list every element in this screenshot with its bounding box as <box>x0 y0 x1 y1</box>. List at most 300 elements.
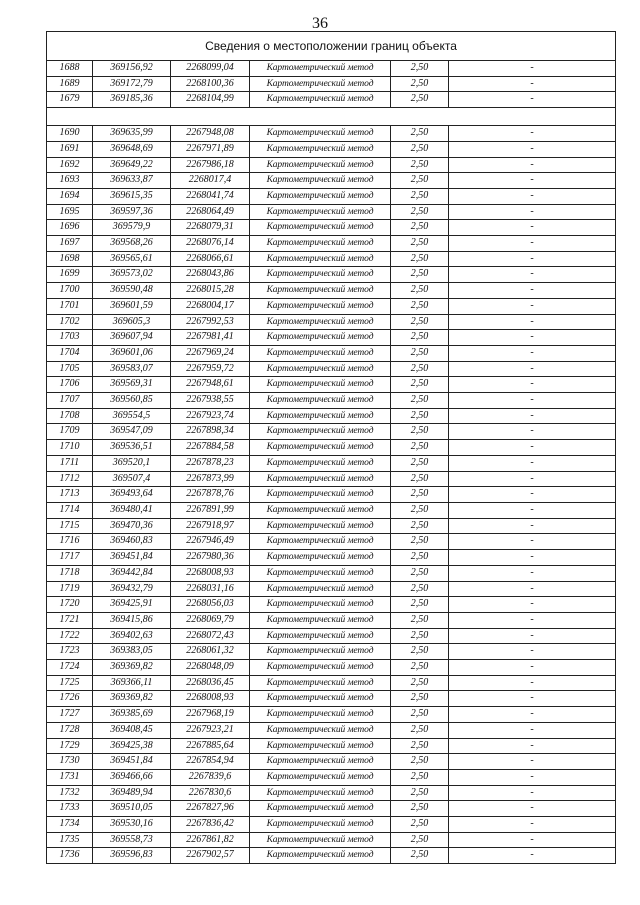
method-cell: Картометрический метод <box>250 157 391 173</box>
table-row <box>47 298 616 314</box>
accuracy-cell: 2,50 <box>391 612 449 628</box>
y-coordinate-cell: 2268043,86 <box>171 267 250 283</box>
x-coordinate-cell: 369635,99 <box>93 126 171 142</box>
accuracy-cell: 2,50 <box>391 487 449 503</box>
point-number-cell: 1703 <box>47 330 93 346</box>
table-row <box>47 612 616 628</box>
method-cell: Картометрический метод <box>250 597 391 613</box>
y-coordinate-cell: 2267938,55 <box>171 393 250 409</box>
y-coordinate-cell: 2268008,93 <box>171 565 250 581</box>
y-coordinate-cell: 2268079,31 <box>171 220 250 236</box>
table-row <box>47 817 616 833</box>
accuracy-cell: 2,50 <box>391 660 449 676</box>
accuracy-cell: 2,50 <box>391 76 449 92</box>
table-row <box>47 785 616 801</box>
point-number-cell: 1727 <box>47 707 93 723</box>
y-coordinate-cell: 2267923,74 <box>171 408 250 424</box>
table-row <box>47 832 616 848</box>
accuracy-cell: 2,50 <box>391 408 449 424</box>
accuracy-cell: 2,50 <box>391 330 449 346</box>
table-row <box>47 722 616 738</box>
y-coordinate-cell: 2267969,24 <box>171 345 250 361</box>
x-coordinate-cell: 369470,36 <box>93 518 171 534</box>
method-cell: Картометрический метод <box>250 832 391 848</box>
point-number-cell: 1697 <box>47 236 93 252</box>
table-row <box>47 487 616 503</box>
x-coordinate-cell: 369554,5 <box>93 408 171 424</box>
note-cell: - <box>449 141 616 157</box>
x-coordinate-cell: 369536,51 <box>93 440 171 456</box>
table-row <box>47 550 616 566</box>
point-number-cell: 1698 <box>47 251 93 267</box>
note-cell: - <box>449 644 616 660</box>
note-cell: - <box>449 581 616 597</box>
point-number-cell: 1693 <box>47 173 93 189</box>
accuracy-cell: 2,50 <box>391 801 449 817</box>
x-coordinate-cell: 369451,84 <box>93 754 171 770</box>
x-coordinate-cell: 369558,73 <box>93 832 171 848</box>
note-cell: - <box>449 769 616 785</box>
y-coordinate-cell: 2268056,03 <box>171 597 250 613</box>
x-coordinate-cell: 369156,92 <box>93 61 171 77</box>
method-cell: Картометрический метод <box>250 675 391 691</box>
table-row <box>47 769 616 785</box>
accuracy-cell: 2,50 <box>391 393 449 409</box>
method-cell: Картометрический метод <box>250 612 391 628</box>
note-cell: - <box>449 754 616 770</box>
table-row <box>47 61 616 77</box>
accuracy-cell: 2,50 <box>391 188 449 204</box>
method-cell: Картометрический метод <box>250 283 391 299</box>
table-row <box>47 393 616 409</box>
accuracy-cell: 2,50 <box>391 220 449 236</box>
accuracy-cell: 2,50 <box>391 675 449 691</box>
accuracy-cell: 2,50 <box>391 707 449 723</box>
page-number: 36 <box>312 15 328 32</box>
method-cell: Картометрический метод <box>250 817 391 833</box>
x-coordinate-cell: 369633,87 <box>93 173 171 189</box>
x-coordinate-cell: 369573,02 <box>93 267 171 283</box>
x-coordinate-cell: 369366,11 <box>93 675 171 691</box>
y-coordinate-cell: 2268048,09 <box>171 660 250 676</box>
method-cell: Картометрический метод <box>250 314 391 330</box>
point-number-cell: 1689 <box>47 76 93 92</box>
point-number-cell: 1679 <box>47 92 93 108</box>
y-coordinate-cell: 2268008,93 <box>171 691 250 707</box>
point-number-cell: 1708 <box>47 408 93 424</box>
method-cell: Картометрический метод <box>250 267 391 283</box>
accuracy-cell: 2,50 <box>391 204 449 220</box>
method-cell: Картометрический метод <box>250 848 391 864</box>
method-cell: Картометрический метод <box>250 408 391 424</box>
y-coordinate-cell: 2268064,49 <box>171 204 250 220</box>
x-coordinate-cell: 369442,84 <box>93 565 171 581</box>
point-number-cell: 1716 <box>47 534 93 550</box>
x-coordinate-cell: 369425,38 <box>93 738 171 754</box>
table-row <box>47 738 616 754</box>
accuracy-cell: 2,50 <box>391 267 449 283</box>
point-number-cell: 1707 <box>47 393 93 409</box>
x-coordinate-cell: 369601,59 <box>93 298 171 314</box>
table-row <box>47 455 616 471</box>
x-coordinate-cell: 369493,64 <box>93 487 171 503</box>
x-coordinate-cell: 369530,16 <box>93 817 171 833</box>
table-row <box>47 188 616 204</box>
accuracy-cell: 2,50 <box>391 817 449 833</box>
accuracy-cell: 2,50 <box>391 471 449 487</box>
x-coordinate-cell: 369568,26 <box>93 236 171 252</box>
x-coordinate-cell: 369649,22 <box>93 157 171 173</box>
x-coordinate-cell: 369565,61 <box>93 251 171 267</box>
table-row <box>47 204 616 220</box>
point-number-cell: 1731 <box>47 769 93 785</box>
y-coordinate-cell: 2268031,16 <box>171 581 250 597</box>
point-number-cell: 1735 <box>47 832 93 848</box>
accuracy-cell: 2,50 <box>391 283 449 299</box>
method-cell: Картометрический метод <box>250 92 391 108</box>
table-row <box>47 330 616 346</box>
point-number-cell: 1720 <box>47 597 93 613</box>
note-cell: - <box>449 76 616 92</box>
accuracy-cell: 2,50 <box>391 314 449 330</box>
y-coordinate-cell: 2267884,58 <box>171 440 250 456</box>
x-coordinate-cell: 369597,36 <box>93 204 171 220</box>
note-cell: - <box>449 848 616 864</box>
point-number-cell: 1688 <box>47 61 93 77</box>
point-number-cell: 1718 <box>47 565 93 581</box>
point-number-cell: 1719 <box>47 581 93 597</box>
note-cell: - <box>449 126 616 142</box>
y-coordinate-cell: 2267959,72 <box>171 361 250 377</box>
point-number-cell: 1705 <box>47 361 93 377</box>
accuracy-cell: 2,50 <box>391 126 449 142</box>
point-number-cell: 1722 <box>47 628 93 644</box>
accuracy-cell: 2,50 <box>391 832 449 848</box>
method-cell: Картометрический метод <box>250 126 391 142</box>
point-number-cell: 1709 <box>47 424 93 440</box>
point-number-cell: 1732 <box>47 785 93 801</box>
point-number-cell: 1728 <box>47 722 93 738</box>
group-separator-cell <box>47 108 616 126</box>
accuracy-cell: 2,50 <box>391 597 449 613</box>
table-row <box>47 126 616 142</box>
table-row <box>47 440 616 456</box>
table-row <box>47 408 616 424</box>
boundary-coordinates-table <box>46 31 616 864</box>
point-number-cell: 1730 <box>47 754 93 770</box>
accuracy-cell: 2,50 <box>391 157 449 173</box>
x-coordinate-cell: 369579,9 <box>93 220 171 236</box>
method-cell: Картометрический метод <box>250 76 391 92</box>
x-coordinate-cell: 369583,07 <box>93 361 171 377</box>
note-cell: - <box>449 440 616 456</box>
y-coordinate-cell: 2267923,21 <box>171 722 250 738</box>
accuracy-cell: 2,50 <box>391 550 449 566</box>
method-cell: Картометрический метод <box>250 565 391 581</box>
method-cell: Картометрический метод <box>250 204 391 220</box>
accuracy-cell: 2,50 <box>391 644 449 660</box>
point-number-cell: 1706 <box>47 377 93 393</box>
table-row <box>47 314 616 330</box>
y-coordinate-cell: 2267861,82 <box>171 832 250 848</box>
point-number-cell: 1701 <box>47 298 93 314</box>
accuracy-cell: 2,50 <box>391 173 449 189</box>
point-number-cell: 1714 <box>47 502 93 518</box>
note-cell: - <box>449 597 616 613</box>
point-number-cell: 1733 <box>47 801 93 817</box>
point-number-cell: 1729 <box>47 738 93 754</box>
point-number-cell: 1711 <box>47 455 93 471</box>
accuracy-cell: 2,50 <box>391 518 449 534</box>
note-cell: - <box>449 92 616 108</box>
method-cell: Картометрический метод <box>250 251 391 267</box>
table-row <box>47 424 616 440</box>
accuracy-cell: 2,50 <box>391 377 449 393</box>
point-number-cell: 1696 <box>47 220 93 236</box>
method-cell: Картометрический метод <box>250 628 391 644</box>
method-cell: Картометрический метод <box>250 440 391 456</box>
x-coordinate-cell: 369408,45 <box>93 722 171 738</box>
table-row <box>47 534 616 550</box>
x-coordinate-cell: 369601,06 <box>93 345 171 361</box>
accuracy-cell: 2,50 <box>391 440 449 456</box>
y-coordinate-cell: 2267986,18 <box>171 157 250 173</box>
table-row <box>47 76 616 92</box>
point-number-cell: 1695 <box>47 204 93 220</box>
y-coordinate-cell: 2267898,34 <box>171 424 250 440</box>
table-row <box>47 628 616 644</box>
accuracy-cell: 2,50 <box>391 754 449 770</box>
method-cell: Картометрический метод <box>250 769 391 785</box>
y-coordinate-cell: 2267948,61 <box>171 377 250 393</box>
note-cell: - <box>449 330 616 346</box>
x-coordinate-cell: 369369,82 <box>93 691 171 707</box>
note-cell: - <box>449 550 616 566</box>
note-cell: - <box>449 188 616 204</box>
x-coordinate-cell: 369385,69 <box>93 707 171 723</box>
method-cell: Картометрический метод <box>250 330 391 346</box>
accuracy-cell: 2,50 <box>391 848 449 864</box>
x-coordinate-cell: 369383,05 <box>93 644 171 660</box>
x-coordinate-cell: 369369,82 <box>93 660 171 676</box>
x-coordinate-cell: 369415,86 <box>93 612 171 628</box>
x-coordinate-cell: 369451,84 <box>93 550 171 566</box>
table-row <box>47 173 616 189</box>
method-cell: Картометрический метод <box>250 550 391 566</box>
method-cell: Картометрический метод <box>250 534 391 550</box>
accuracy-cell: 2,50 <box>391 769 449 785</box>
point-number-cell: 1726 <box>47 691 93 707</box>
note-cell: - <box>449 660 616 676</box>
y-coordinate-cell: 2268017,4 <box>171 173 250 189</box>
accuracy-cell: 2,50 <box>391 785 449 801</box>
x-coordinate-cell: 369510,05 <box>93 801 171 817</box>
y-coordinate-cell: 2268099,04 <box>171 61 250 77</box>
note-cell: - <box>449 377 616 393</box>
accuracy-cell: 2,50 <box>391 738 449 754</box>
accuracy-cell: 2,50 <box>391 361 449 377</box>
note-cell: - <box>449 785 616 801</box>
accuracy-cell: 2,50 <box>391 691 449 707</box>
table-row <box>47 157 616 173</box>
y-coordinate-cell: 2268041,74 <box>171 188 250 204</box>
note-cell: - <box>449 675 616 691</box>
point-number-cell: 1725 <box>47 675 93 691</box>
note-cell: - <box>449 283 616 299</box>
note-cell: - <box>449 173 616 189</box>
x-coordinate-cell: 369569,31 <box>93 377 171 393</box>
point-number-cell: 1721 <box>47 612 93 628</box>
method-cell: Картометрический метод <box>250 660 391 676</box>
table-header-row <box>47 32 616 61</box>
table-row <box>47 518 616 534</box>
x-coordinate-cell: 369590,48 <box>93 283 171 299</box>
method-cell: Картометрический метод <box>250 581 391 597</box>
method-cell: Картометрический метод <box>250 502 391 518</box>
note-cell: - <box>449 612 616 628</box>
point-number-cell: 1692 <box>47 157 93 173</box>
method-cell: Картометрический метод <box>250 141 391 157</box>
method-cell: Картометрический метод <box>250 707 391 723</box>
x-coordinate-cell: 369615,35 <box>93 188 171 204</box>
point-number-cell: 1700 <box>47 283 93 299</box>
point-number-cell: 1717 <box>47 550 93 566</box>
method-cell: Картометрический метод <box>250 424 391 440</box>
note-cell: - <box>449 408 616 424</box>
note-cell: - <box>449 220 616 236</box>
method-cell: Картометрический метод <box>250 754 391 770</box>
table-row <box>47 502 616 518</box>
y-coordinate-cell: 2267971,89 <box>171 141 250 157</box>
method-cell: Картометрический метод <box>250 220 391 236</box>
method-cell: Картометрический метод <box>250 801 391 817</box>
method-cell: Картометрический метод <box>250 691 391 707</box>
method-cell: Картометрический метод <box>250 644 391 660</box>
y-coordinate-cell: 2267836,42 <box>171 817 250 833</box>
method-cell: Картометрический метод <box>250 61 391 77</box>
note-cell: - <box>449 487 616 503</box>
table-row <box>47 581 616 597</box>
table-row <box>47 565 616 581</box>
table-row <box>47 361 616 377</box>
accuracy-cell: 2,50 <box>391 345 449 361</box>
accuracy-cell: 2,50 <box>391 722 449 738</box>
group-separator-row <box>47 108 616 126</box>
table-row <box>47 377 616 393</box>
table-row <box>47 644 616 660</box>
y-coordinate-cell: 2267946,49 <box>171 534 250 550</box>
x-coordinate-cell: 369520,1 <box>93 455 171 471</box>
table-row <box>47 691 616 707</box>
note-cell: - <box>449 832 616 848</box>
table-title: Сведения о местоположении границ объекта <box>47 32 616 61</box>
x-coordinate-cell: 369560,85 <box>93 393 171 409</box>
accuracy-cell: 2,50 <box>391 628 449 644</box>
x-coordinate-cell: 369425,91 <box>93 597 171 613</box>
method-cell: Картометрический метод <box>250 345 391 361</box>
y-coordinate-cell: 2268076,14 <box>171 236 250 252</box>
note-cell: - <box>449 628 616 644</box>
table-row <box>47 267 616 283</box>
y-coordinate-cell: 2268100,36 <box>171 76 250 92</box>
accuracy-cell: 2,50 <box>391 61 449 77</box>
point-number-cell: 1723 <box>47 644 93 660</box>
y-coordinate-cell: 2267830,6 <box>171 785 250 801</box>
table-row <box>47 848 616 864</box>
method-cell: Картометрический метод <box>250 518 391 534</box>
point-number-cell: 1724 <box>47 660 93 676</box>
table-row <box>47 754 616 770</box>
x-coordinate-cell: 369480,41 <box>93 502 171 518</box>
x-coordinate-cell: 369185,36 <box>93 92 171 108</box>
note-cell: - <box>449 157 616 173</box>
method-cell: Картометрический метод <box>250 188 391 204</box>
note-cell: - <box>449 471 616 487</box>
table-row <box>47 92 616 108</box>
x-coordinate-cell: 369432,79 <box>93 581 171 597</box>
point-number-cell: 1715 <box>47 518 93 534</box>
x-coordinate-cell: 369466,66 <box>93 769 171 785</box>
accuracy-cell: 2,50 <box>391 534 449 550</box>
note-cell: - <box>449 518 616 534</box>
note-cell: - <box>449 345 616 361</box>
table-row <box>47 597 616 613</box>
method-cell: Картометрический метод <box>250 236 391 252</box>
note-cell: - <box>449 204 616 220</box>
y-coordinate-cell: 2267992,53 <box>171 314 250 330</box>
method-cell: Картометрический метод <box>250 487 391 503</box>
method-cell: Картометрический метод <box>250 471 391 487</box>
y-coordinate-cell: 2267854,94 <box>171 754 250 770</box>
accuracy-cell: 2,50 <box>391 251 449 267</box>
y-coordinate-cell: 2267827,96 <box>171 801 250 817</box>
y-coordinate-cell: 2268066,61 <box>171 251 250 267</box>
y-coordinate-cell: 2267839,6 <box>171 769 250 785</box>
x-coordinate-cell: 369172,79 <box>93 76 171 92</box>
note-cell: - <box>449 722 616 738</box>
y-coordinate-cell: 2267885,64 <box>171 738 250 754</box>
table-row <box>47 707 616 723</box>
x-coordinate-cell: 369460,83 <box>93 534 171 550</box>
method-cell: Картометрический метод <box>250 393 391 409</box>
y-coordinate-cell: 2267891,99 <box>171 502 250 518</box>
point-number-cell: 1704 <box>47 345 93 361</box>
method-cell: Картометрический метод <box>250 738 391 754</box>
x-coordinate-cell: 369607,94 <box>93 330 171 346</box>
note-cell: - <box>449 801 616 817</box>
note-cell: - <box>449 424 616 440</box>
method-cell: Картометрический метод <box>250 722 391 738</box>
table-row <box>47 801 616 817</box>
table-row <box>47 141 616 157</box>
note-cell: - <box>449 565 616 581</box>
point-number-cell: 1694 <box>47 188 93 204</box>
y-coordinate-cell: 2268061,32 <box>171 644 250 660</box>
y-coordinate-cell: 2267902,57 <box>171 848 250 864</box>
y-coordinate-cell: 2267873,99 <box>171 471 250 487</box>
table-row <box>47 236 616 252</box>
method-cell: Картометрический метод <box>250 298 391 314</box>
table-row <box>47 251 616 267</box>
y-coordinate-cell: 2267968,19 <box>171 707 250 723</box>
table-row <box>47 660 616 676</box>
y-coordinate-cell: 2267878,76 <box>171 487 250 503</box>
x-coordinate-cell: 369402,63 <box>93 628 171 644</box>
table-row <box>47 345 616 361</box>
y-coordinate-cell: 2267981,41 <box>171 330 250 346</box>
y-coordinate-cell: 2267878,23 <box>171 455 250 471</box>
table-row <box>47 283 616 299</box>
